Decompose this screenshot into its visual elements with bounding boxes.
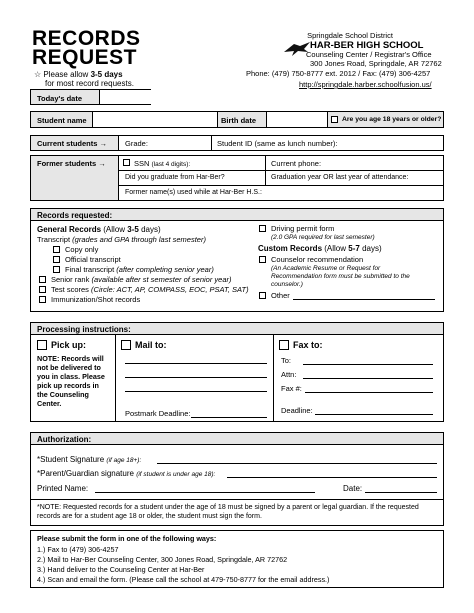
copy-only-checkbox[interactable] bbox=[53, 246, 60, 253]
counselor-note-2: Recommendation form must be submitted to the bbox=[271, 273, 410, 280]
submit-section bbox=[30, 530, 444, 588]
student-name-label: Student name bbox=[37, 116, 87, 125]
submit-way-4: 4.) Scan and email the form. (Please call the school at 479-750-8777 for the email address.) bbox=[37, 575, 330, 584]
graduated-question: Did you graduate from Har-Ber? bbox=[125, 174, 225, 181]
postmark-input[interactable] bbox=[191, 417, 267, 418]
transcript-note: (grades and GPA through last semester) bbox=[72, 235, 206, 244]
student-name-row bbox=[30, 111, 444, 128]
official-transcript-checkbox[interactable] bbox=[53, 256, 60, 263]
allow-suffix: for most record requests. bbox=[45, 79, 134, 88]
fax-to-label: To: bbox=[281, 356, 292, 365]
fax-number-input[interactable] bbox=[305, 392, 433, 393]
custom-days: 5-7 bbox=[348, 244, 360, 253]
office-name: Counseling Center / Registrar's Office bbox=[306, 50, 432, 59]
authorization-section bbox=[30, 432, 444, 526]
test-scores-label: Test scores bbox=[51, 285, 89, 294]
custom-days-suffix: days) bbox=[362, 244, 382, 253]
pickup-label: Pick up: bbox=[51, 340, 87, 350]
grad-year-label: Graduation year OR last year of attendance: bbox=[271, 174, 409, 181]
student-name-input[interactable] bbox=[93, 112, 217, 127]
parent-signature-label bbox=[37, 469, 215, 478]
parent-sig-note: (if student is under age 18): bbox=[136, 471, 216, 478]
general-allow: (Allow bbox=[103, 225, 126, 234]
general-days-suffix: days) bbox=[141, 225, 161, 234]
fax-deadline-input[interactable] bbox=[315, 414, 433, 415]
printed-name-input[interactable] bbox=[95, 492, 315, 493]
allow-prefix: Please allow bbox=[43, 70, 89, 79]
test-scores-checkbox[interactable] bbox=[39, 286, 46, 293]
transcript-label: Transcript bbox=[37, 235, 71, 244]
school-phone: Phone: (479) 750-8777 ext. 2012 / Fax: (479) 306-4257 bbox=[246, 69, 431, 78]
other-label: Other bbox=[271, 291, 290, 300]
district: Springdale School District bbox=[307, 31, 393, 40]
allow-note bbox=[34, 70, 123, 79]
senior-rank-label: Senior rank bbox=[51, 275, 90, 284]
records-title: Records requested: bbox=[37, 211, 113, 220]
custom-allow: (Allow bbox=[324, 244, 347, 253]
official-transcript-label: Official transcript bbox=[65, 255, 121, 264]
title-line-2: REQUEST bbox=[32, 46, 138, 69]
submit-way-2: 2.) Mail to Har-Ber Counseling Center, 300 Jones Road, Springdale, AR 72762 bbox=[37, 555, 288, 564]
immunization-checkbox[interactable] bbox=[39, 296, 46, 303]
ssn-text: SSN bbox=[134, 159, 150, 168]
authorization-note: *NOTE: Requested records for a student under the age of 18 must be signed by a parent or legal guardian. If the requested records are for a student age 18 or older, the student must sign the form. bbox=[37, 504, 419, 520]
student-sig-text: *Student Signature bbox=[37, 455, 105, 464]
final-transcript-checkbox[interactable] bbox=[53, 266, 60, 273]
star-icon: ☆ bbox=[34, 70, 42, 79]
fax-checkbox[interactable] bbox=[279, 340, 289, 350]
other-input[interactable] bbox=[293, 299, 435, 300]
grade-label: Grade: bbox=[125, 139, 148, 148]
authorization-title: Authorization: bbox=[37, 435, 92, 444]
allow-days: 3-5 days bbox=[90, 70, 123, 79]
custom-records-heading bbox=[258, 244, 382, 253]
final-transcript-label: Final transcript bbox=[65, 265, 115, 274]
fax-deadline-label: Deadline: bbox=[281, 406, 313, 415]
senior-rank-checkbox[interactable] bbox=[39, 276, 46, 283]
custom-label: Custom Records bbox=[258, 244, 323, 253]
ssn-checkbox[interactable] bbox=[123, 159, 130, 166]
former-names-label: Former name(s) used while at Har-Ber H.S.: bbox=[125, 189, 262, 196]
former-students-label: Former students → bbox=[37, 159, 106, 168]
fax-to-input[interactable] bbox=[303, 364, 433, 365]
birth-date-input[interactable] bbox=[267, 112, 327, 127]
counselor-note-3: counselor.) bbox=[271, 281, 303, 288]
current-students-label: Current students → bbox=[37, 139, 108, 148]
birth-date-label: Birth date bbox=[221, 116, 257, 125]
driving-permit-label: Driving permit form bbox=[271, 224, 335, 233]
ssn-hint: (last 4 digits): bbox=[151, 161, 191, 168]
fax-attn-label: Attn: bbox=[281, 370, 297, 379]
test-scores-line bbox=[51, 285, 249, 294]
parent-signature-input[interactable] bbox=[227, 477, 437, 478]
submit-title: Please submit the form in one of the following ways: bbox=[37, 534, 217, 543]
student-signature-label bbox=[37, 455, 141, 464]
final-transcript-line bbox=[65, 265, 214, 274]
processing-section bbox=[30, 322, 444, 422]
immunization-label: Immunization/Shot records bbox=[51, 295, 141, 304]
todays-date-label: Today's date bbox=[37, 94, 82, 103]
counselor-rec-checkbox[interactable] bbox=[259, 256, 266, 263]
driving-permit-note: (2.0 GPA required for last semester) bbox=[271, 234, 375, 241]
parent-sig-text: *Parent/Guardian signature bbox=[37, 469, 134, 478]
student-sig-note: (if age 18+): bbox=[106, 457, 142, 464]
fax-attn-input[interactable] bbox=[303, 378, 433, 379]
former-students-block bbox=[30, 155, 444, 201]
general-days: 3-5 bbox=[127, 225, 139, 234]
submit-way-3: 3.) Hand deliver to the Counseling Center at Har-Ber bbox=[37, 565, 205, 574]
title-line-1: RECORDS bbox=[32, 27, 141, 50]
todays-date-input[interactable] bbox=[99, 90, 151, 104]
school-address: 300 Jones Road, Springdale, AR 72762 bbox=[310, 59, 442, 68]
age-18-checkbox[interactable] bbox=[331, 116, 338, 123]
current-phone-label: Current phone: bbox=[271, 159, 322, 168]
mail-label: Mail to: bbox=[135, 340, 167, 350]
school-name: HAR-BER HIGH SCHOOL bbox=[310, 40, 424, 51]
pickup-checkbox[interactable] bbox=[37, 340, 47, 350]
counselor-note-1: (An Academic Resume or Request for bbox=[271, 265, 381, 272]
submit-way-1: 1.) Fax to (479) 306-4257 bbox=[37, 545, 119, 554]
age-question: Are you age 18 years or older? bbox=[342, 116, 442, 123]
fax-label: Fax to: bbox=[293, 340, 323, 350]
mail-address-line-2[interactable] bbox=[125, 377, 267, 378]
current-students-row bbox=[30, 135, 444, 151]
general-records-heading bbox=[37, 225, 161, 234]
mail-address-line-1[interactable] bbox=[125, 363, 267, 364]
pickup-note: NOTE: Records will not be delivered to you in class. Please pick up records in the Counseling Center. bbox=[37, 354, 105, 408]
senior-rank-note: (available after st semester of senior year) bbox=[91, 275, 232, 284]
school-url[interactable]: http://springdale.harber.schoolfusion.us/ bbox=[299, 80, 432, 89]
driving-permit-checkbox[interactable] bbox=[259, 225, 266, 232]
mail-checkbox[interactable] bbox=[121, 340, 131, 350]
postmark-label: Postmark Deadline: bbox=[125, 409, 191, 418]
copy-only-label: Copy only bbox=[65, 245, 99, 254]
processing-title: Processing instructions: bbox=[37, 325, 131, 334]
student-id-label: Student ID (same as lunch number): bbox=[217, 139, 338, 148]
todays-date-row bbox=[30, 89, 151, 105]
general-label: General Records bbox=[37, 225, 102, 234]
mail-address-line-3[interactable] bbox=[125, 391, 267, 392]
counselor-rec-label: Counselor recommendation bbox=[271, 255, 364, 264]
test-scores-note: (Circle: ACT, AP, COMPASS, EOC, PSAT, SAT) bbox=[91, 285, 249, 294]
senior-rank-line bbox=[51, 275, 232, 284]
date-input[interactable] bbox=[365, 492, 437, 493]
ssn-label bbox=[134, 159, 190, 168]
printed-name-label: Printed Name: bbox=[37, 484, 89, 493]
other-checkbox[interactable] bbox=[259, 292, 266, 299]
final-transcript-note: (after completing senior year) bbox=[116, 265, 214, 274]
records-section bbox=[30, 208, 444, 312]
fax-number-label: Fax #: bbox=[281, 384, 302, 393]
date-label: Date: bbox=[343, 484, 363, 493]
student-signature-input[interactable] bbox=[157, 463, 437, 464]
transcript-line bbox=[37, 235, 206, 244]
